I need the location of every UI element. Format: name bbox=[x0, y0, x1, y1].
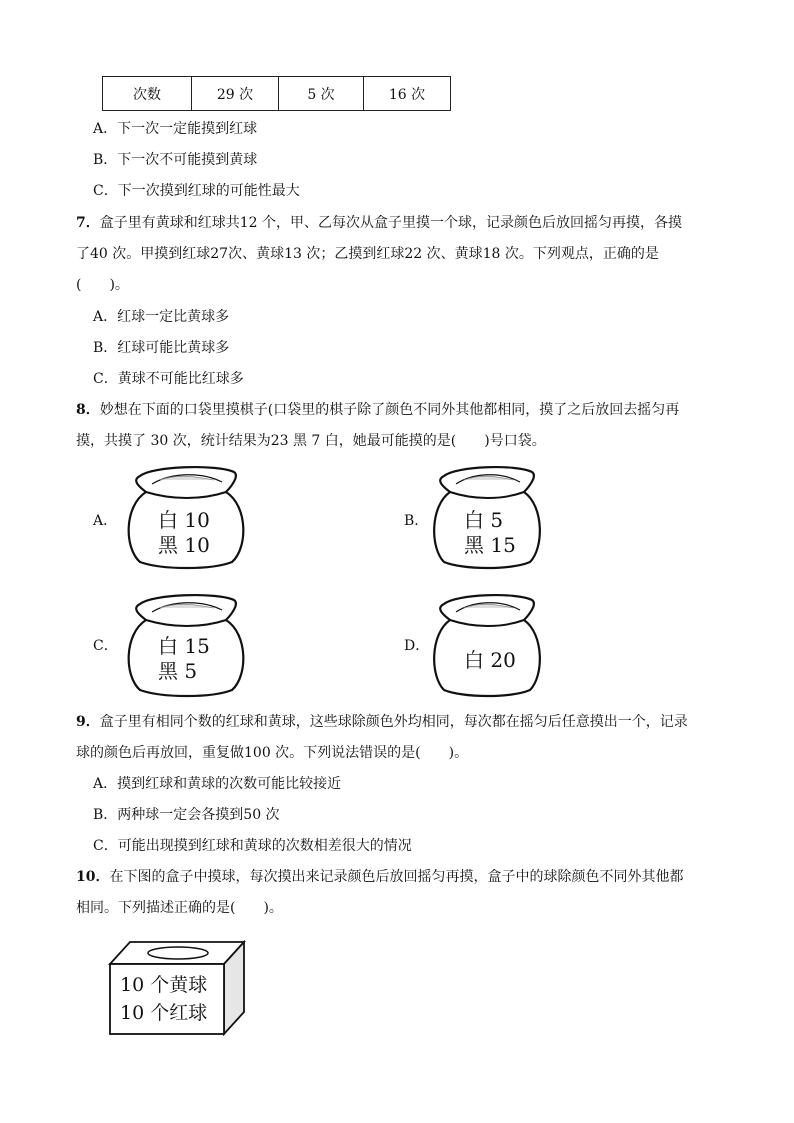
box-line-1: 10 个黄球 bbox=[120, 974, 208, 996]
q6-option-a: A．下一次一定能摸到红球 bbox=[93, 121, 258, 137]
q6-option-c: C．下一次摸到红球的可能性最大 bbox=[93, 183, 300, 199]
q7-line-1: 7．盒子里有黄球和红球共12 个，甲、乙每次从盒子里摸一个球，记录颜色后放回摇匀再摸，各摸 bbox=[76, 215, 683, 231]
q7-option-c: C．黄球不可能比红球多 bbox=[93, 371, 244, 387]
table-cell: 29 次 bbox=[192, 77, 279, 111]
table-cell: 16 次 bbox=[364, 77, 451, 111]
q10-line-2: 相同。下列描述正确的是( )。 bbox=[76, 900, 283, 916]
question-number: 10． bbox=[76, 869, 110, 885]
q9-option-b: B．两种球一定会各摸到50 次 bbox=[93, 807, 280, 823]
q7-option-b: B．红球可能比黄球多 bbox=[93, 340, 230, 356]
table-row bbox=[103, 77, 451, 111]
frequency-table bbox=[102, 76, 451, 111]
bag-a-line-1: 白 10 bbox=[158, 508, 210, 532]
q6-option-b: B．下一次不可能摸到黄球 bbox=[93, 152, 258, 168]
q10-line-1: 10．在下图的盒子中摸球，每次摸出来记录颜色后放回摇匀再摸，盒子中的球除颜色不同外其他都 bbox=[76, 869, 684, 885]
bag-b-line-1: 白 5 bbox=[464, 508, 504, 532]
table-cell: 次数 bbox=[103, 77, 192, 111]
bag-a-line-2: 黑 10 bbox=[158, 533, 210, 557]
q9-line-1: 9．盒子里有相同个数的红球和黄球，这些球除颜色外均相同，每次都在摇匀后任意摸出一个，记录 bbox=[76, 714, 688, 730]
bag-a-label: A． bbox=[93, 513, 118, 529]
q8-line-2: 摸，共摸了 30 次，统计结果为23 黑 7 白，她最可能摸的是( )号口袋。 bbox=[76, 433, 546, 449]
bag-a bbox=[122, 462, 252, 570]
bag-b-line-2: 黑 15 bbox=[464, 533, 516, 557]
table-cell: 5 次 bbox=[279, 77, 364, 111]
bag-d-line-1: 白 20 bbox=[464, 648, 516, 672]
box-line-2: 10 个红球 bbox=[120, 1002, 208, 1024]
question-number: 8． bbox=[76, 402, 100, 418]
q7-line-3: ( )。 bbox=[76, 277, 129, 293]
bag-c-line-2: 黑 5 bbox=[158, 659, 198, 683]
bag-d bbox=[428, 590, 548, 698]
bag-c bbox=[122, 590, 252, 698]
q9-option-c: C．可能出现摸到红球和黄球的次数相差很大的情况 bbox=[93, 838, 412, 854]
q7-option-a: A．红球一定比黄球多 bbox=[93, 309, 230, 325]
q9-line-2: 球的颜色后再放回，重复做100 次。下列说法错误的是( )。 bbox=[76, 745, 469, 761]
q8-line-1: 8．妙想在下面的口袋里摸棋子(口袋里的棋子除了颜色不同外其他都相同，摸了之后放回去摇匀再 bbox=[76, 402, 680, 418]
ball-box bbox=[108, 940, 246, 1036]
sack-icon bbox=[428, 590, 548, 698]
question-number: 9． bbox=[76, 714, 100, 730]
q9-option-a: A．摸到红球和黄球的次数可能比较接近 bbox=[93, 776, 342, 792]
q7-line-2: 了40 次。甲摸到红球27次、黄球13 次；乙摸到红球22 次、黄球18 次。下列观点，正确的是 bbox=[76, 246, 659, 262]
bag-d-label: D． bbox=[404, 638, 430, 654]
bag-c-label: C． bbox=[93, 638, 118, 654]
bag-b bbox=[428, 462, 548, 570]
question-number: 7． bbox=[76, 215, 100, 231]
bag-b-label: B． bbox=[404, 513, 429, 529]
bag-c-line-1: 白 15 bbox=[158, 634, 210, 658]
